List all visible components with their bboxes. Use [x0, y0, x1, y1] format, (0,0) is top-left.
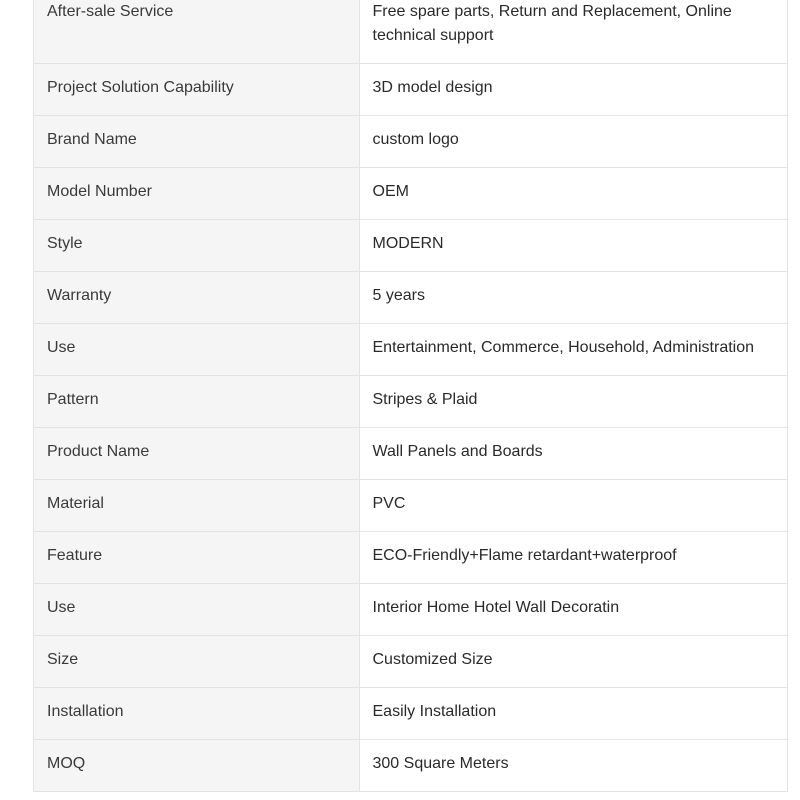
spec-value: Customized Size: [359, 636, 787, 688]
table-row: [34, 636, 787, 688]
table-row: [34, 376, 787, 428]
spec-value: custom logo: [359, 116, 787, 168]
spec-value: 5 years: [359, 272, 787, 324]
spec-key: Use: [34, 584, 359, 636]
spec-value: Free spare parts, Return and Replacement, Online technical support: [359, 0, 787, 64]
table-row: [34, 740, 787, 792]
spec-value: Stripes & Plaid: [359, 376, 787, 428]
spec-value: Easily Installation: [359, 688, 787, 740]
table-row: [34, 116, 787, 168]
table-row: [34, 168, 787, 220]
spec-value: PVC: [359, 480, 787, 532]
spec-key: Warranty: [34, 272, 359, 324]
spec-value: Interior Home Hotel Wall Decoratin: [359, 584, 787, 636]
spec-key: Material: [34, 480, 359, 532]
spec-key: MOQ: [34, 740, 359, 792]
product-spec-table: [33, 0, 788, 792]
spec-key: Model Number: [34, 168, 359, 220]
spec-value: Wall Panels and Boards: [359, 428, 787, 480]
spec-key: Product Name: [34, 428, 359, 480]
table-row: [34, 324, 787, 376]
spec-key: Brand Name: [34, 116, 359, 168]
spec-value: ECO-Friendly+Flame retardant+waterproof: [359, 532, 787, 584]
spec-key: Size: [34, 636, 359, 688]
spec-value: 300 Square Meters: [359, 740, 787, 792]
spec-key: Style: [34, 220, 359, 272]
table-row: [34, 428, 787, 480]
table-row: [34, 220, 787, 272]
spec-key: After-sale Service: [34, 0, 359, 64]
spec-value: Entertainment, Commerce, Household, Administration: [359, 324, 787, 376]
table-row: [34, 532, 787, 584]
spec-table: [34, 0, 787, 792]
spec-value: MODERN: [359, 220, 787, 272]
table-row: [34, 688, 787, 740]
spec-key: Installation: [34, 688, 359, 740]
table-row: [34, 272, 787, 324]
spec-key: Pattern: [34, 376, 359, 428]
spec-value: OEM: [359, 168, 787, 220]
spec-value: 3D model design: [359, 64, 787, 116]
table-row: [34, 64, 787, 116]
table-row: [34, 480, 787, 532]
spec-key: Project Solution Capability: [34, 64, 359, 116]
spec-key: Use: [34, 324, 359, 376]
table-row: [34, 0, 787, 64]
table-row: [34, 584, 787, 636]
spec-key: Feature: [34, 532, 359, 584]
